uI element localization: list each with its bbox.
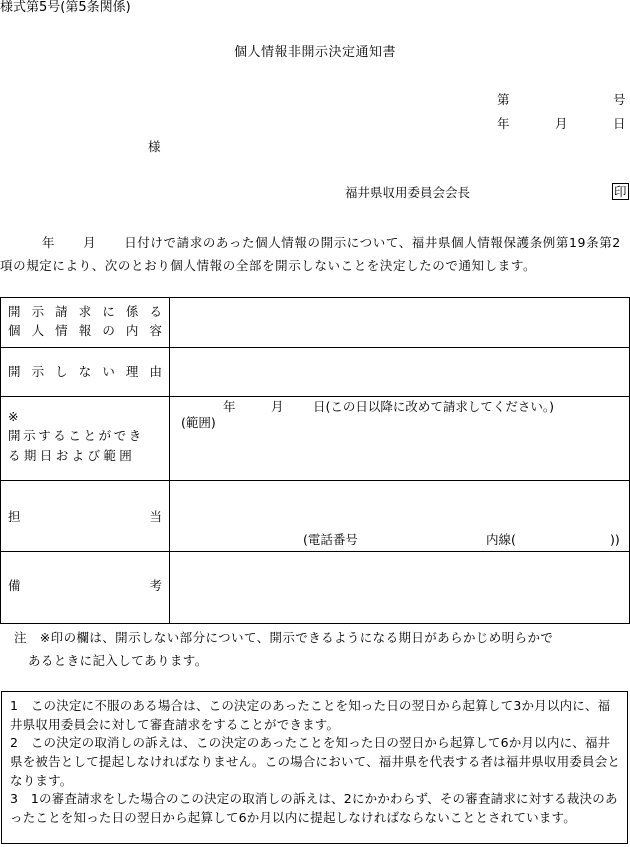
remarks-label: 備 考 [8, 578, 162, 593]
remarks-value-cell[interactable] [170, 552, 630, 624]
table-row-disclosure-date [1, 397, 630, 481]
table-row-content [1, 298, 630, 348]
content-value-cell[interactable] [170, 298, 630, 348]
date-day: 日 [613, 116, 626, 131]
table-row-person-in-charge [1, 481, 630, 552]
table-row-remarks [1, 552, 630, 624]
disclosure-date-note: 日(この日以降に改めて請求してください。) [313, 399, 555, 414]
instruction-item-1: 1 この決定に不服のある場合は、この決定のあったことを知った日の翌日から起算して3か月以内に、福井県収用委員会に対して審査請求をすることができます。 [10, 698, 611, 732]
disclosure-value-cell[interactable] [170, 397, 630, 481]
footnote-line2: あるときに記入してあります。 [28, 653, 208, 668]
date-year: 年 [497, 116, 510, 131]
disclosure-year: 年 [223, 399, 236, 414]
instruction-item-3: 3 1の審査請求をした場合のこの決定の取消しの訴えは、2にかかわらず、その審査請求に対する裁決のあったことを知った日の翌日から起算して6か月以内に提起しなければならないこととされています。 [10, 791, 618, 825]
number-prefix: 第 [497, 92, 510, 107]
reason-label: 開 示 し な い 理 由 [8, 364, 162, 379]
body-year: 年 [42, 235, 56, 250]
body-text: 日付けで請求のあった個人情報の開示について、福井県個人情報保護条例第19条第2項の規定により、次のとおり個人情報の全部を開示しないことを決定したので通知します。 [0, 235, 621, 273]
issuer-name: 福井県収用委員会会長 [345, 185, 471, 200]
instructions-box [1, 691, 628, 844]
extension-label: 内線( [486, 532, 516, 547]
body-month: 月 [83, 235, 97, 250]
disclosure-label-line1: 開示することができ [8, 428, 144, 443]
seal-mark: 印 [614, 184, 627, 199]
document-title: 個人情報非開示決定通知書 [233, 45, 396, 60]
table-row-reason [1, 348, 630, 397]
person-label: 担 当 [8, 509, 162, 524]
instruction-item-2: 2 この決定の取消しの訴えは、この決定のあったことを知った日の翌日から起算して6か月以内に、福井県を被告として提起しなければなりません。この場合において、福井県を代表する者は福井県収用委員会となります。 [10, 735, 621, 788]
number-suffix: 号 [613, 92, 626, 107]
disclosure-mark: ※ [8, 409, 19, 424]
remarks-label-cell [1, 552, 170, 624]
reason-value-cell[interactable] [170, 348, 630, 397]
disclosure-label-cell [1, 397, 170, 481]
footnote-line1: 注 ※印の欄は、開示しない部分について、開示できるようになる期日があらかじめ明らかで [14, 630, 554, 645]
person-label-cell [1, 481, 170, 552]
phone-closing: )) [610, 532, 620, 547]
content-label-cell [1, 298, 170, 348]
date-month: 月 [555, 116, 568, 131]
decision-table [0, 297, 630, 624]
addressee-suffix: 様 [148, 139, 161, 154]
footnote [14, 626, 630, 672]
content-label-line2: 個 人 情 報 の 内 容 [8, 323, 162, 338]
disclosure-month: 月 [271, 399, 284, 414]
disclosure-label-line2: る期日および範囲 [8, 448, 136, 463]
reason-label-cell [1, 348, 170, 397]
body-paragraph [0, 231, 630, 277]
disclosure-range-label: (範囲) [181, 415, 216, 430]
person-value-cell[interactable] [170, 481, 630, 552]
phone-label: (電話番号 [303, 532, 358, 547]
content-label-line1: 開 示 請 求 に 係 る [8, 304, 162, 319]
form-label: 様式第5号(第5条関係) [0, 0, 131, 15]
